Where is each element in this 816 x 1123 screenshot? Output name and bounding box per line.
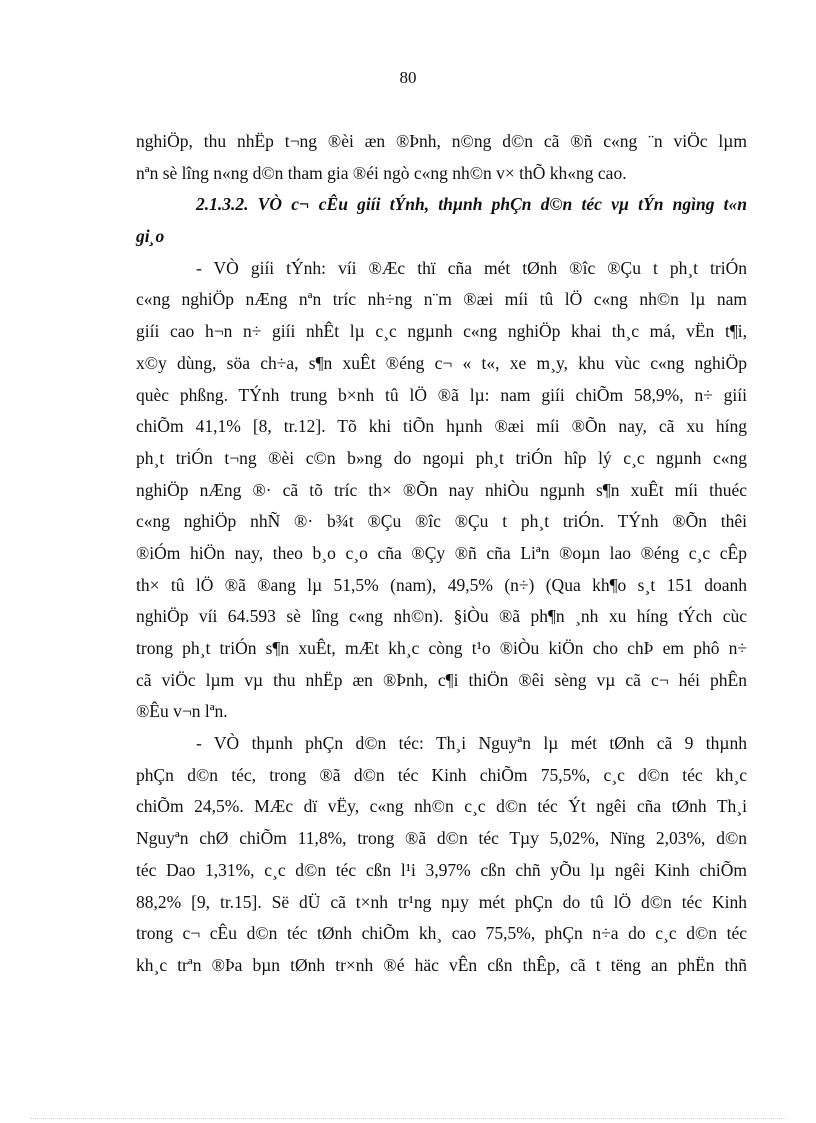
text-line: trong ph¸t triÓn s¶n xuÊt, mÆt kh¸c còng t¹o ®iÒu kiÖn cho chÞ em phô n÷ xyxy=(136,638,747,658)
text-line: chiÕm 24,5%. MÆc dï vËy, c«ng nh©n c¸c d©n téc Ýt ngêi cña tØnh Th¸i xyxy=(136,796,747,817)
section-heading-line: 2.1.3.2. VÒ c¬ cÊu giíi tÝnh, thµnh phÇn d©n téc vµ tÝn ngìng t«n xyxy=(196,194,747,215)
text-line: chiÕm 41,1% [8, tr.12]. Tõ khi tiÕn hµnh ®æi míi ®Õn nay, cã xu híng xyxy=(136,416,747,437)
text-line: trong c¬ cÊu d©n téc tØnh chiÕm kh¸ cao 75,5%, phÇn n÷a do c¸c d©n téc xyxy=(136,923,747,944)
text-line: - VÒ giíi tÝnh: víi ®Æc thï cña mét tØnh ®îc ®Çu t ph¸t triÓn xyxy=(196,257,747,278)
text-line: ph¸t triÓn t¬ng ®èi c©n b»ng do ngoµi ph¸t triÓn hîp lý c¸c ngµnh c«ng xyxy=(136,447,747,468)
text-line: phÇn d©n téc, trong ®ã d©n téc Kinh chiÕm 75,5%, c¸c d©n téc kh¸c xyxy=(136,764,747,785)
text-line: x©y dùng, söa ch÷a, s¶n xuÊt ®éng c¬ « t«, xe m¸y, khu vùc c«ng nghiÖp xyxy=(136,352,747,373)
text-line: nghiÖp, thu nhËp t¬ng ®èi æn ®Þnh, n©ng d©n cã ®ñ c«ng ¨n viÖc lµm xyxy=(136,131,747,151)
text-line: Nguyªn chØ chiÕm 11,8%, trong ®ã d©n téc Tµy 5,02%, Nïng 2,03%, d©n xyxy=(136,828,747,849)
text-line: 88,2% [9, tr.15]. Së dÜ cã t×nh tr¹ng nµy mét phÇn do tû lÖ d©n téc Kinh xyxy=(136,891,747,912)
text-line: - VÒ thµnh phÇn d©n téc: Th¸i Nguyªn lµ mét tØnh cã 9 thµnh xyxy=(196,733,747,754)
text-line: c«ng nghiÖp nÆng nªn tríc nh÷ng n¨m ®æi míi tû lÖ c«ng nh©n lµ nam xyxy=(136,289,747,310)
text-line: cã viÖc lµm vµ thu nhËp æn ®Þnh, c¶i thiÖn ®êi sèng vµ cã c¬ héi phÊn xyxy=(136,669,747,690)
text-line: nghiÖp víi 64.593 sè lîng c«ng nh©n). §iÒu ®ã ph¶n ¸nh xu híng tÝch cùc xyxy=(136,606,747,627)
text-line: nªn sè lîng n«ng d©n tham gia ®éi ngò c«ng nh©n v× thÕ kh«ng cao. xyxy=(136,162,627,183)
text-line: quèc phßng. TÝnh trung b×nh tû lÖ ®ã lµ: nam giíi chiÕm 58,9%, n÷ giíi xyxy=(136,384,747,405)
text-line: kh¸c trªn ®Þa bµn tØnh tr×nh ®é häc vÊn cßn thÊp, cã t tëng an phËn thñ xyxy=(136,954,747,975)
text-line: th× tû lÖ ®ã ®ang lµ 51,5% (nam), 49,5% (n÷) (Qua kh¶o s¸t 151 doanh xyxy=(136,574,747,595)
page-number: 80 xyxy=(399,68,417,87)
page-bottom-divider xyxy=(30,1118,786,1119)
text-line: c«ng nghiÖp nhÑ ®· b¾t ®Çu ®îc ®Çu t ph¸t triÓn. TÝnh ®Õn thêi xyxy=(136,511,747,532)
text-line: ®iÓm hiÖn nay, theo b¸o c¸o cña ®Çy ®ñ cña Liªn ®oµn lao ®éng c¸c cÊp xyxy=(136,542,747,563)
document-body xyxy=(136,126,747,982)
text-line: téc Dao 1,31%, c¸c d©n téc cßn l¹i 3,97% cßn chñ yÕu lµ ngêi Kinh chiÕm xyxy=(136,859,747,880)
text-line: nghiÖp nÆng ®· cã tõ tríc th× ®Õn nay nhiÒu ngµnh s¶n xuÊt míi thuéc xyxy=(136,479,747,500)
section-heading-line: gi¸o xyxy=(136,226,165,247)
text-line: ®Êu v¬n lªn. xyxy=(136,701,228,722)
text-line: giíi cao h¬n n÷ giíi nhÊt lµ c¸c ngµnh c«ng nghiÖp khai th¸c má, vËn t¶i, xyxy=(136,321,747,342)
